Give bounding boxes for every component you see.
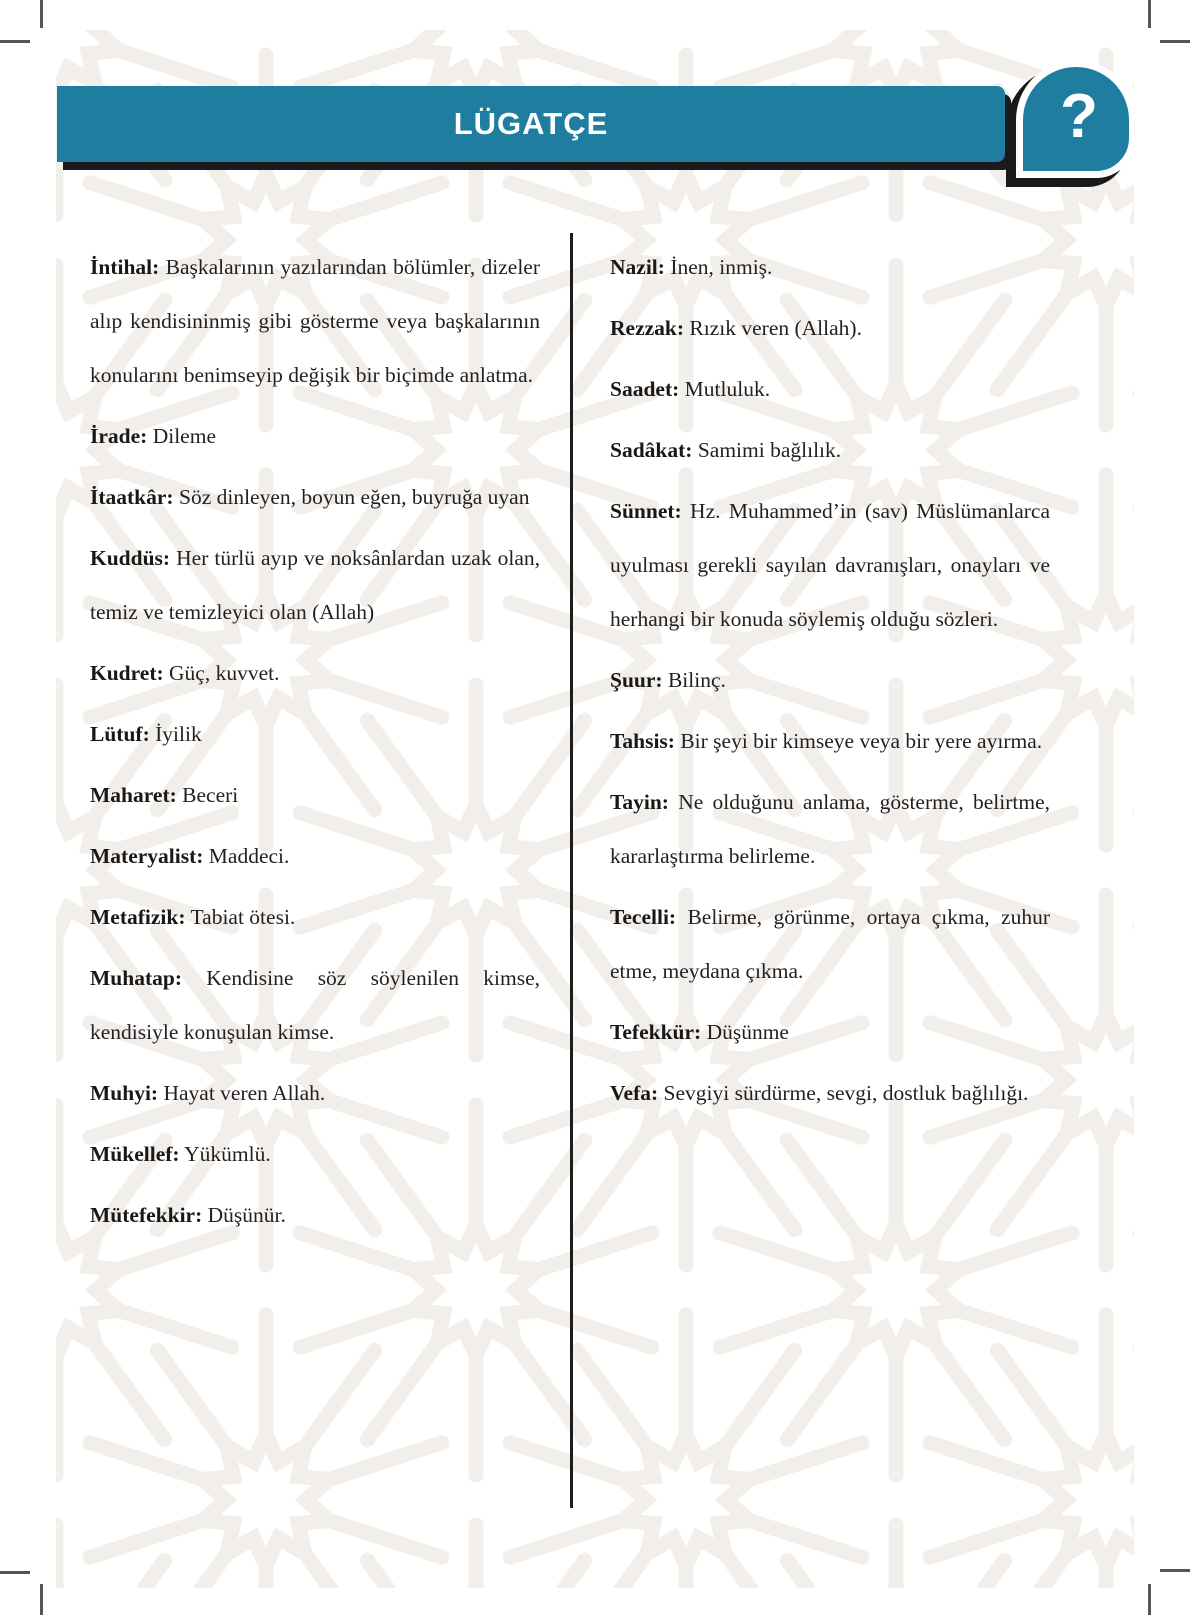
term: Tecelli: [610, 905, 677, 929]
definition: Beceri [182, 783, 239, 807]
glossary-entry [90, 409, 540, 463]
glossary-entry [90, 768, 540, 822]
definition: Düşünme [706, 1020, 789, 1044]
term: Rezzak: [610, 316, 685, 340]
definition: Güç, kuvvet. [169, 661, 280, 685]
question-mark-icon: ? [1060, 82, 1098, 151]
definition: Hayat veren Allah. [163, 1081, 326, 1105]
glossary-entry [610, 301, 1050, 355]
definition: Yükümlü. [184, 1142, 271, 1166]
term: Sadâkat: [610, 438, 693, 462]
definition: Hz. Muhammed’in (sav) Müslümanlarca uyulması gerekli sayılan davranışları, onayları ve herhangi bir konuda söylemiş olduğu sözleri. [610, 499, 1050, 631]
term: Tefekkür: [610, 1020, 702, 1044]
definition: Tabiat ötesi. [190, 905, 296, 929]
term: Nazil: [610, 255, 665, 279]
term: Şuur: [610, 668, 663, 692]
definition: Rızık veren (Allah). [689, 316, 862, 340]
page-title: LÜGATÇE [453, 106, 609, 141]
definition: Düşünür. [207, 1203, 286, 1227]
definition: Dileme [152, 424, 216, 448]
definition: Söz dinleyen, boyun eğen, buyruğa uyan [178, 485, 530, 509]
glossary-entry [610, 423, 1050, 477]
glossary-entry [90, 1066, 540, 1120]
glossary-entry [610, 484, 1050, 646]
term: Muhyi: [90, 1081, 159, 1105]
definition: İnen, inmiş. [670, 255, 773, 279]
glossary-entry [90, 1127, 540, 1181]
term: Lütuf: [90, 722, 150, 746]
definition: Başkalarının yazılarından bölümler, dizeler alıp kendisininmiş gibi gösterme veya başkalarının konularını benimseyip değişik bir biçimde anlatma. [90, 255, 541, 387]
glossary-entry [90, 470, 540, 524]
term: İrade: [90, 424, 148, 448]
glossary-entry [90, 890, 540, 944]
glossary-entry [90, 531, 540, 639]
definition: Maddeci. [208, 844, 290, 868]
glossary-entry [90, 829, 540, 883]
term: Vefa: [610, 1081, 659, 1105]
term: Muhatap: [90, 966, 182, 990]
definition: Sevgiyi sürdürme, sevgi, dostluk bağlılığı. [663, 1081, 1029, 1105]
definition: Bir şeyi bir kimseye veya bir yere ayırma. [680, 729, 1043, 753]
help-bubble [1016, 60, 1136, 178]
section-header-banner [57, 86, 1005, 162]
column-divider [570, 233, 573, 1508]
glossary-entry [610, 1005, 1050, 1059]
glossary-entry [90, 1188, 540, 1242]
term: Saadet: [610, 377, 680, 401]
glossary-entry [610, 1066, 1050, 1120]
glossary-entry [90, 951, 540, 1059]
term: Metafizik: [90, 905, 186, 929]
definition: Her türlü ayıp ve noksânlardan uzak olan, temiz ve temizleyici olan (Allah) [90, 546, 541, 624]
term: Mütefekkir: [90, 1203, 203, 1227]
glossary-entry [610, 240, 1050, 294]
term: Tayin: [610, 790, 669, 814]
glossary-entry [90, 707, 540, 761]
glossary-column-right [610, 240, 1050, 1127]
term: Sünnet: [610, 499, 682, 523]
term: İntihal: [90, 255, 160, 279]
term: Maharet: [90, 783, 177, 807]
crop-mark [1148, 1584, 1151, 1615]
glossary-entry [90, 240, 540, 402]
definition: Kendisine söz söylenilen kimse, kendisiyle konuşulan kimse. [90, 966, 540, 1044]
term: Mükellef: [90, 1142, 180, 1166]
term: Materyalist: [90, 844, 204, 868]
crop-mark [1160, 40, 1190, 43]
glossary-entry [610, 890, 1050, 998]
definition: Bilinç. [667, 668, 726, 692]
definition: Ne olduğunu anlama, gösterme, belirtme, kararlaştırma belirleme. [610, 790, 1050, 868]
term: Tahsis: [610, 729, 675, 753]
term: Kudret: [90, 661, 164, 685]
definition: İyilik [155, 722, 202, 746]
crop-mark [1160, 1569, 1190, 1572]
definition: Belirme, görünme, ortaya çıkma, zuhur etme, meydana çıkma. [610, 905, 1051, 983]
term: İtaatkâr: [90, 485, 174, 509]
definition: Mutluluk. [684, 377, 771, 401]
crop-mark [40, 1584, 43, 1615]
glossary-entry [610, 362, 1050, 416]
crop-mark [0, 1571, 30, 1574]
glossary-entry [610, 653, 1050, 707]
glossary-entry [610, 775, 1050, 883]
crop-mark [0, 40, 30, 43]
glossary-entry [610, 714, 1050, 768]
crop-mark [1148, 0, 1151, 28]
glossary-entry [90, 646, 540, 700]
crop-mark [40, 0, 43, 28]
term: Kuddüs: [90, 546, 171, 570]
glossary-column-left [90, 240, 540, 1249]
definition: Samimi bağlılık. [697, 438, 842, 462]
